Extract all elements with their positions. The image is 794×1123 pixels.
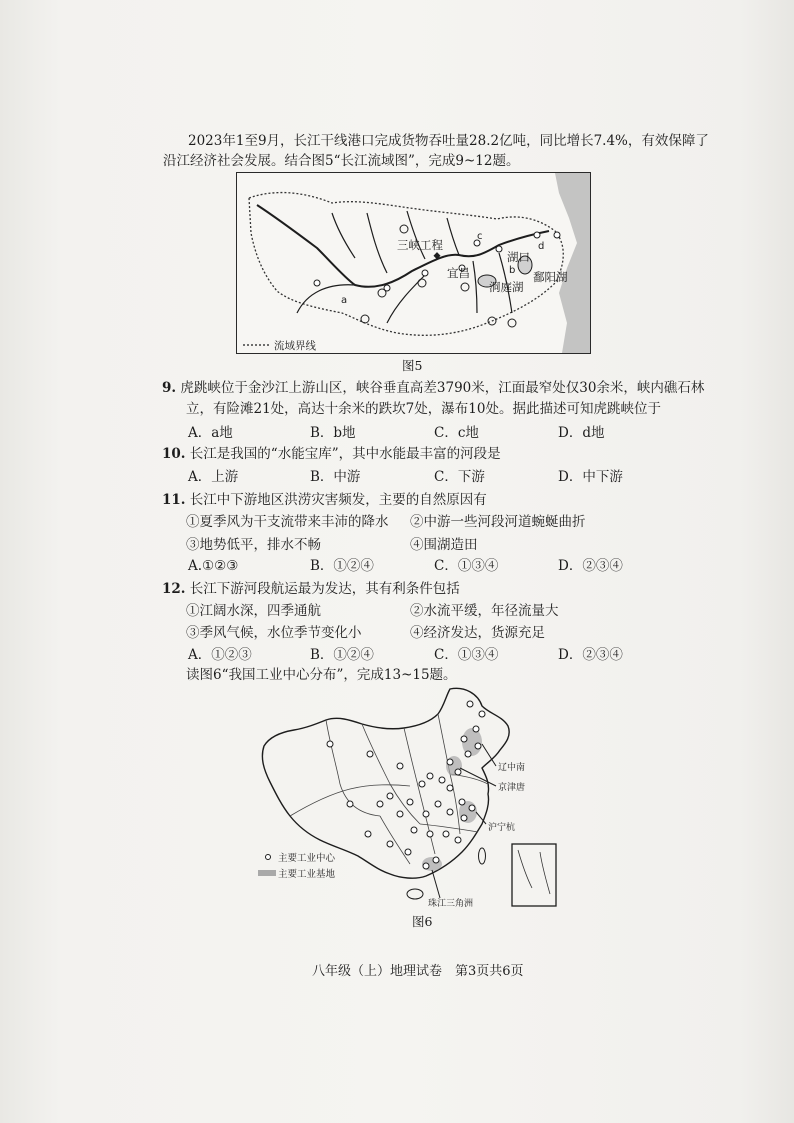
label-zhujiang: 珠江三角洲 <box>428 899 474 909</box>
q11-option-b[interactable]: B．①②④ <box>310 558 374 574</box>
label-sanxia: 三峡工程 <box>397 238 443 252</box>
q9-option-a[interactable]: A．a地 <box>188 425 233 441</box>
fig6-legend-base: 主要工业基地 <box>278 869 336 880</box>
q11-option-c[interactable]: C．①③④ <box>434 558 499 574</box>
q12-option-c[interactable]: C．①③④ <box>434 647 499 663</box>
question-11-line-1 <box>162 490 487 510</box>
q11-item-4: ④围湖造田 <box>410 537 478 553</box>
intro-2: 读图6“我国工业中心分布”，完成13~15题。 <box>186 667 457 683</box>
q12-option-b[interactable]: B．①②④ <box>310 647 374 663</box>
label-hukou: 湖口 <box>507 250 530 264</box>
label-c: c <box>477 231 483 242</box>
q12-option-a[interactable]: A．①②③ <box>188 647 252 663</box>
question-9-line-1 <box>162 378 704 398</box>
label-jingjintang: 京津唐 <box>498 783 526 793</box>
question-text: 长江中下游地区洪涝灾害频发，主要的自然原因有 <box>189 492 487 508</box>
question-number: 10. <box>162 446 186 462</box>
question-number: 11. <box>162 492 186 508</box>
label-a: a <box>341 295 348 306</box>
question-10-line-1 <box>162 444 501 464</box>
label-huninghang: 沪宁杭 <box>488 823 516 833</box>
q12-item-1: ①江阔水深，四季通航 <box>186 603 321 619</box>
q12-option-d[interactable]: D．②③④ <box>558 647 623 663</box>
china-industry-map <box>250 684 570 912</box>
q11-option-a[interactable]: A.①②③ <box>188 558 239 574</box>
question-text: 长江是我国的“水能宝库”，其中水能最丰富的河段是 <box>189 446 501 462</box>
q12-item-2: ②水流平缓，年径流量大 <box>410 603 559 619</box>
q11-item-1: ①夏季风为干支流带来丰沛的降水 <box>186 514 389 530</box>
q10-option-b[interactable]: B．中游 <box>310 469 361 485</box>
yangtze-basin-map <box>237 173 590 353</box>
q9-option-d[interactable]: D．d地 <box>558 425 605 441</box>
figure-6-map <box>250 684 570 912</box>
intro-line-1: 2023年1至9月，长江干线港口完成货物吞吐量28.2亿吨，同比增长7.4%，有效保障了 <box>188 133 709 149</box>
label-b: b <box>509 265 516 276</box>
label-dongting: 洞庭湖 <box>489 280 524 294</box>
q10-option-c[interactable]: C．下游 <box>434 469 485 485</box>
fig6-legend-center: 主要工业中心 <box>278 853 336 864</box>
question-number: 9. <box>162 380 177 396</box>
question-12-line-1 <box>162 579 460 599</box>
question-number: 12. <box>162 581 186 597</box>
figure-5-map <box>236 172 591 354</box>
question-text: 虎跳峡位于金沙江上游山区，峡谷垂直高差3790米，江面最窄处仅30余米，峡内礁石林 <box>180 380 705 396</box>
q12-item-4: ④经济发达，货源充足 <box>410 625 545 641</box>
q9-option-c[interactable]: C．c地 <box>434 425 479 441</box>
q10-option-d[interactable]: D．中下游 <box>558 469 623 485</box>
q11-option-d[interactable]: D．②③④ <box>558 558 623 574</box>
q12-item-3: ③季风气候，水位季节变化小 <box>186 625 362 641</box>
label-yichang: 宜昌 <box>447 266 470 280</box>
question-text: 长江下游河段航运最为发达，其有利条件包括 <box>189 581 460 597</box>
q10-option-a[interactable]: A．上游 <box>188 469 239 485</box>
figure-6-caption: 图6 <box>412 914 433 929</box>
q9-option-b[interactable]: B．b地 <box>310 425 356 441</box>
q11-item-2: ②中游一些河段河道蜿蜒曲折 <box>410 514 586 530</box>
q11-item-3: ③地势低平，排水不畅 <box>186 537 321 553</box>
intro-line-2: 沿江经济社会发展。结合图5“长江流域图”，完成9~12题。 <box>163 153 520 169</box>
label-poyang: 鄱阳湖 <box>533 270 568 284</box>
label-d: d <box>538 241 545 252</box>
question-9-line-2: 立，有险滩21处，高达十余米的跌坎7处，瀑布10处。据此描述可知虎跳峡位于 <box>186 401 661 417</box>
page-footer: 八年级（上）地理试卷 第3页共6页 <box>312 964 524 979</box>
fig5-legend: 流域界线 <box>274 340 316 352</box>
label-liaozhongnan: 辽中南 <box>498 763 526 773</box>
figure-5-caption: 图5 <box>402 358 423 373</box>
